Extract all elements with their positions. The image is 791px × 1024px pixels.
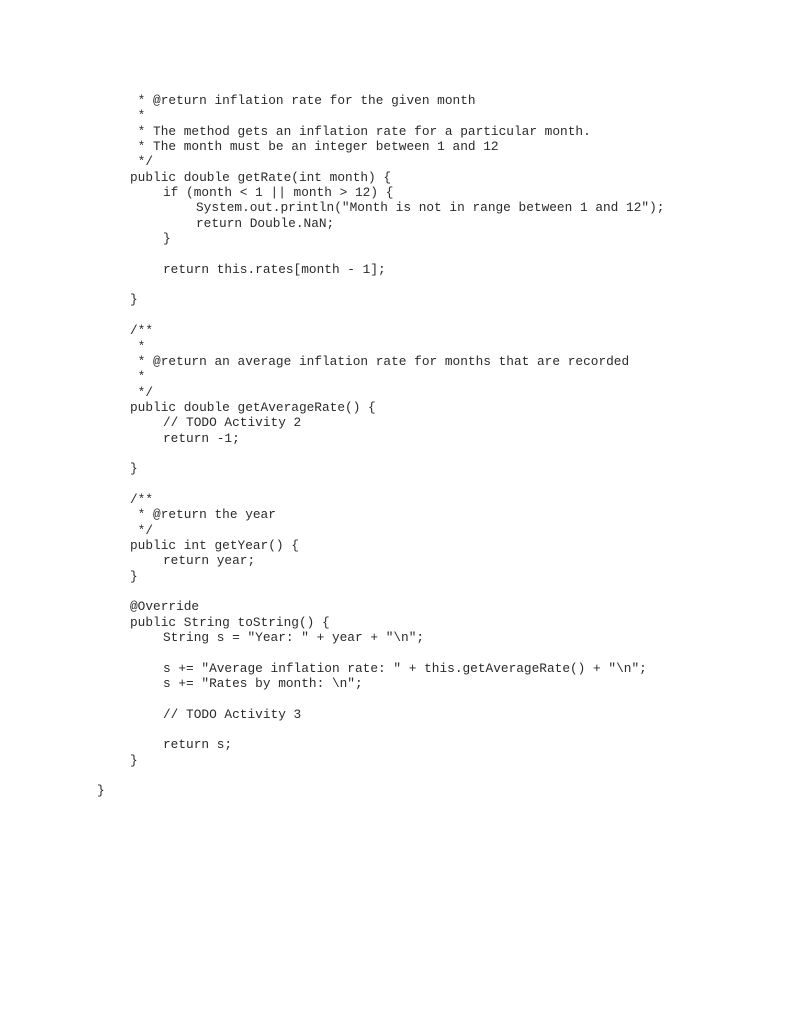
code-line: * @return the year	[130, 507, 276, 523]
code-line: if (month < 1 || month > 12) {	[163, 185, 394, 201]
code-line: * @return an average inflation rate for months that are recorded	[130, 353, 630, 369]
code-line	[0, 645, 791, 660]
code-line: // TODO Activity 3	[163, 706, 302, 722]
code-line: return this.rates[month - 1];	[163, 261, 386, 277]
code-line: * The month must be an integer between 1 and 12	[130, 139, 499, 155]
code-line	[0, 308, 791, 323]
code-line: }	[130, 292, 138, 308]
code-line: String s = "Year: " + year + "\n";	[163, 630, 425, 646]
code-line: *	[130, 338, 146, 354]
code-line: /**	[130, 323, 154, 339]
code-line	[0, 768, 791, 783]
code-line	[0, 584, 791, 599]
code-line: return year;	[163, 553, 256, 569]
code-line	[0, 277, 791, 292]
code-line: public String toString() {	[130, 614, 330, 630]
code-line: */	[130, 384, 154, 400]
code-line: s += "Average inflation rate: " + this.getAverageRate() + "\n";	[163, 660, 647, 676]
code-line: public double getAverageRate() {	[130, 399, 376, 415]
code-line	[0, 691, 791, 706]
code-line: System.out.println("Month is not in range between 1 and 12");	[196, 200, 665, 216]
code-line: *	[130, 108, 146, 124]
code-line	[0, 246, 791, 261]
code-line: }	[130, 568, 138, 584]
code-line: *	[130, 369, 146, 385]
code-line: * The method gets an inflation rate for a particular month.	[130, 123, 591, 139]
code-line: }	[130, 752, 138, 768]
code-line: return Double.NaN;	[196, 215, 335, 231]
code-line: return -1;	[163, 430, 240, 446]
code-line: * @return inflation rate for the given month	[130, 93, 476, 108]
code-line	[0, 446, 791, 461]
code-line: }	[163, 231, 171, 247]
code-line: */	[130, 154, 154, 170]
code-line: return s;	[163, 737, 233, 753]
code-line: @Override	[130, 599, 200, 615]
code-line: public double getRate(int month) {	[130, 169, 392, 185]
code-line: // TODO Activity 2	[163, 415, 302, 431]
code-line: */	[130, 522, 154, 538]
code-line: }	[97, 783, 105, 799]
code-line: public int getYear() {	[130, 537, 299, 553]
code-line: }	[130, 461, 138, 477]
code-line	[0, 477, 791, 492]
code-line	[0, 722, 791, 737]
code-line: s += "Rates by month: \n";	[163, 676, 363, 692]
code-listing	[0, 93, 791, 799]
code-line: /**	[130, 491, 154, 507]
